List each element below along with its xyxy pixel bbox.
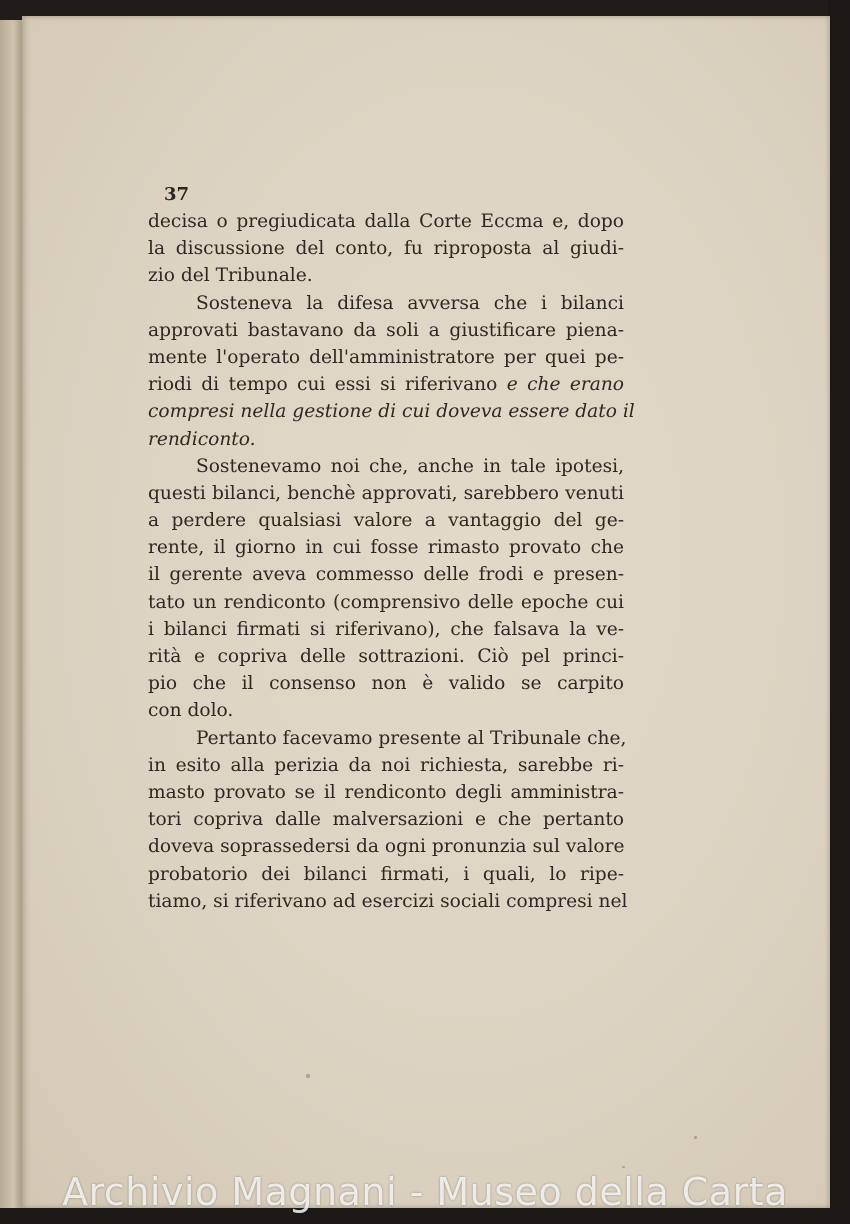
text-line-roman: il gerente aveva commesso delle frodi e presen- (148, 564, 624, 586)
text-line-roman: in esito alla perizia da noi richiesta, sarebbe ri- (148, 754, 624, 776)
text-line (148, 290, 624, 317)
text-line-italic: rendiconto. (148, 428, 256, 450)
paper-spot (306, 1074, 310, 1078)
text-line-roman: probatorio dei bilanci firmati, i quali, lo ripe- (148, 863, 624, 885)
text-line-roman: a perdere qualsiasi valore a vantaggio del ge- (148, 510, 624, 532)
text-line (148, 888, 628, 915)
text-line (148, 208, 624, 235)
text-line-roman: Sostenevamo noi che, anche in tale ipotesi, (196, 455, 624, 477)
text-line (148, 262, 624, 289)
text-line-roman: tiamo, si riferivano ad esercizi sociali compresi nel (148, 890, 628, 912)
text-line-roman: rente, il giorno in cui fosse rimasto provato che (148, 537, 624, 559)
text-line-roman: zio del Tribunale. (148, 265, 313, 287)
text-line-roman: tato un rendiconto (comprensivo delle epoche cui (148, 591, 624, 613)
text-line-roman: mente l'operato dell'amministratore per quei pe- (148, 346, 624, 368)
text-line (148, 235, 624, 262)
text-line (148, 861, 624, 888)
text-line (148, 561, 624, 588)
text-line (148, 398, 635, 425)
text-line (148, 833, 624, 860)
text-line (148, 670, 624, 697)
text-line-roman: rità e copriva delle sottrazioni. Ciò pel princi- (148, 646, 624, 667)
text-line (148, 317, 624, 344)
text-line (148, 534, 624, 561)
text-line (148, 426, 624, 453)
text-line (148, 480, 624, 507)
text-line-roman: doveva soprassedersi da ogni pronunzia sul valore (148, 836, 625, 858)
text-line-roman: i bilanci firmati si riferivano), che falsava la ve- (148, 618, 624, 640)
text-line-roman: masto provato se il rendiconto degli amministra- (148, 781, 624, 803)
archive-watermark: Archivio Magnani - Museo della Carta (62, 1170, 788, 1214)
text-line-roman: decisa o pregiudicata dalla Corte Eccma e, dopo (148, 211, 624, 232)
text-line (148, 589, 624, 616)
scan-right-edge (828, 0, 850, 1224)
text-line-roman: tori copriva dalle malversazioni e che pertanto (148, 809, 624, 831)
body-text (148, 208, 635, 915)
text-line (148, 616, 624, 643)
text-line-italic: e che erano (506, 374, 624, 396)
text-line (148, 806, 624, 833)
text-line-roman: riodi di tempo cui essi si riferivano (148, 374, 507, 396)
text-line-roman: con dolo. (148, 700, 234, 722)
text-line (148, 344, 624, 371)
text-line-roman: Pertanto facevamo presente al Tribunale che, (196, 727, 627, 749)
text-line-roman: approvati bastavano da soli a giustificare piena- (148, 319, 624, 341)
previous-page-edge (0, 20, 22, 1210)
page-number: 37 (164, 184, 190, 205)
text-line-roman: Sosteneva la difesa avversa che i bilanci (196, 292, 624, 314)
text-line (148, 697, 624, 724)
text-line (148, 643, 624, 670)
paper-spot (622, 1166, 625, 1168)
paper-spot (694, 1136, 697, 1139)
text-line (148, 507, 624, 534)
text-line (148, 779, 624, 806)
text-line-roman: la discussione del conto, fu riproposta al giudi- (148, 238, 624, 260)
text-line-italic: compresi nella gestione di cui doveva essere dato il (148, 401, 635, 423)
text-line (148, 725, 627, 752)
text-line-roman: pio che il consenso non è valido se carpito (148, 673, 624, 695)
text-line (148, 371, 624, 398)
text-line (148, 752, 624, 779)
text-line-roman: questi bilanci, benchè approvati, sarebbero venuti (148, 482, 624, 504)
text-line (148, 453, 624, 480)
